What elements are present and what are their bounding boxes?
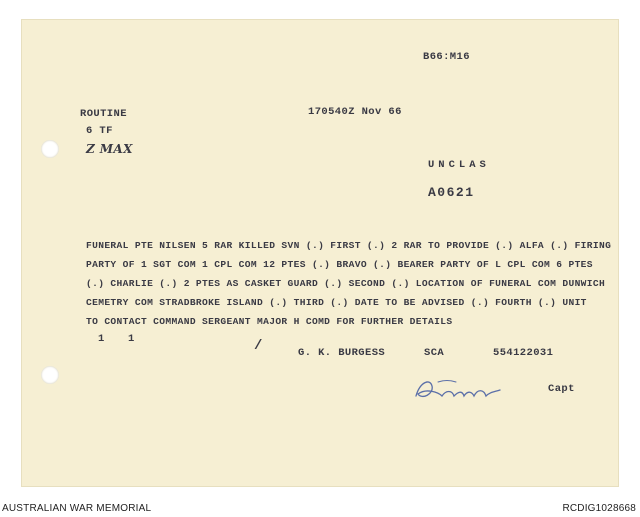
- date-time-group: 170540Z Nov 66: [308, 106, 402, 118]
- phone-number: 554122031: [493, 347, 554, 359]
- originator-appointment: SCA: [424, 347, 445, 359]
- document-page: [22, 20, 618, 486]
- rank: Capt: [548, 383, 575, 395]
- serial-number: A0621: [428, 185, 475, 200]
- count-1: 1: [98, 333, 105, 345]
- originator-name: G. K. BURGESS: [298, 347, 386, 359]
- classification: UNCLAS: [428, 159, 490, 171]
- message-line-3: (.) CHARLIE (.) 2 PTES AS CASKET GUARD (.) SECOND (.) LOCATION OF FUNERAL COM DUNWICH: [86, 278, 606, 289]
- catalogue-id: RCDIG1028668: [562, 503, 636, 514]
- stroke-mark: /: [254, 338, 263, 354]
- punch-hole-bottom: [41, 366, 59, 384]
- count-2: 1: [128, 333, 135, 345]
- message-line-4: CEMETRY COM STRADBROKE ISLAND (.) THIRD (.) DATE TO BE ADVISED (.) FOURTH (.) UNIT: [86, 297, 587, 308]
- addressee-line-2: Z MAX: [86, 142, 133, 156]
- addressee-line-1: 6 TF: [86, 125, 113, 137]
- institution-name: AUSTRALIAN WAR MEMORIAL: [2, 503, 152, 514]
- punch-hole-top: [41, 140, 59, 158]
- message-line-2: PARTY OF 1 SGT COM 1 CPL COM 12 PTES (.) BRAVO (.) BEARER PARTY OF L CPL COM 6 PTES: [86, 259, 593, 270]
- message-line-5: TO CONTACT COMMAND SERGEANT MAJOR H COMD FOR FURTHER DETAILS: [86, 316, 453, 327]
- message-line-1: FUNERAL PTE NILSEN 5 RAR KILLED SVN (.) FIRST (.) 2 RAR TO PROVIDE (.) ALFA (.) FIRING: [86, 240, 612, 251]
- signature: [408, 372, 508, 406]
- reference-number: B66:M16: [423, 51, 470, 63]
- precedence: ROUTINE: [80, 108, 127, 120]
